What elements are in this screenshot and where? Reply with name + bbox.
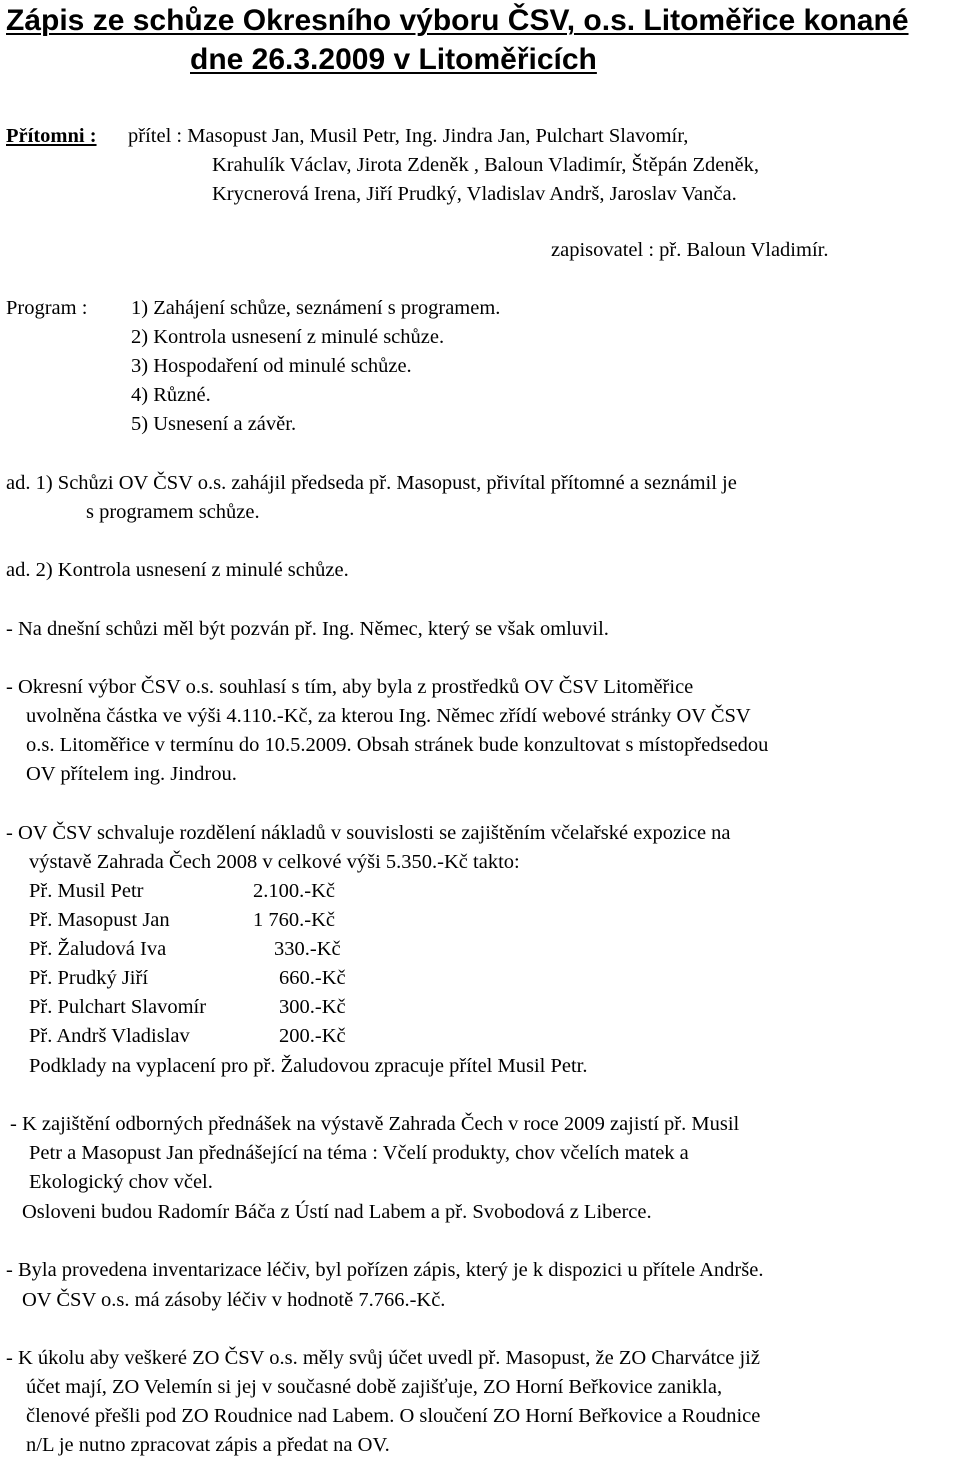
attendance-line: Krahulík Václav, Jirota Zdeněk , Baloun Vladimír, Štěpán Zdeněk,	[212, 154, 760, 176]
ad2-paragraph-3-line: - OV ČSV schvaluje rozdělení nákladů v souvislosti se zajištěním včelařské expozice na	[6, 822, 731, 844]
title-line-1: Zápis ze schůze Okresního výboru ČSV, o.s. Litoměřice konané	[6, 4, 909, 37]
recorder: zapisovatel : př. Baloun Vladimír.	[551, 239, 829, 261]
payment-amount: 2.100.-Kč	[253, 880, 335, 902]
program-label: Program :	[6, 297, 88, 319]
payment-name: Př. Žaludová Iva	[29, 938, 167, 960]
payment-name: Př. Prudký Jiří	[29, 967, 149, 989]
ad2-paragraph-4-line: Ekologický chov včel.	[29, 1171, 213, 1193]
payment-amount: 200.-Kč	[279, 1025, 346, 1047]
ad2-paragraph-6-line: n/L je nutno zpracovat zápis a předat na OV.	[26, 1434, 390, 1456]
payment-name: Př. Musil Petr	[29, 880, 144, 902]
payment-name: Př. Andrš Vladislav	[29, 1025, 190, 1047]
ad2-paragraph-2-line: OV přítelem ing. Jindrou.	[26, 763, 237, 785]
payment-amount: 1 760.-Kč	[253, 909, 335, 931]
ad2-paragraph-5-line: - Byla provedena inventarizace léčiv, byl pořízen zápis, který je k dispozici u přítele Andrše.	[6, 1259, 764, 1281]
ad2-paragraph-6-line: účet mají, ZO Velemín si jej v současné době zajišťuje, ZO Horní Beřkovice zanikla,	[26, 1376, 723, 1398]
payment-amount: 660.-Kč	[279, 967, 346, 989]
payment-name: Př. Pulchart Slavomír	[29, 996, 207, 1018]
attendance-label: Přítomni :	[6, 125, 97, 147]
payment-amount: 300.-Kč	[279, 996, 346, 1018]
ad2-paragraph-2-line: o.s. Litoměřice v termínu do 10.5.2009. Obsah stránek bude konzultovat s místopředsedou	[26, 734, 769, 756]
program-item: 2) Kontrola usnesení z minulé schůze.	[131, 326, 445, 348]
payments-note: Podklady na vyplacení pro př. Žaludovou zpracuje přítel Musil Petr.	[29, 1055, 588, 1077]
payment-name: Př. Masopust Jan	[29, 909, 170, 931]
ad2-paragraph-4-line: Osloveni budou Radomír Báča z Ústí nad Labem a př. Svobodová z Liberce.	[22, 1201, 652, 1223]
ad1-line-2: s programem schůze.	[86, 501, 260, 523]
ad2-paragraph-4-line: Petr a Masopust Jan přednášející na téma : Včelí produkty, chov včelích matek a	[29, 1142, 689, 1164]
program-item: 1) Zahájení schůze, seznámení s programem.	[131, 297, 501, 319]
attendance-line: Krycnerová Irena, Jiří Prudký, Vladislav Andrš, Jaroslav Vanča.	[212, 183, 737, 205]
ad2-paragraph-3-line: výstavě Zahrada Čech 2008 v celkové výši 5.350.-Kč takto:	[29, 851, 520, 873]
ad1-line-1: ad. 1) Schůzi OV ČSV o.s. zahájil předseda př. Masopust, přivítal přítomné a seznámil je	[6, 472, 737, 494]
program-item: 5) Usnesení a závěr.	[131, 413, 297, 435]
ad2-paragraph-4-line: - K zajištění odborných přednášek na výstavě Zahrada Čech v roce 2009 zajistí př. Musil	[10, 1113, 740, 1135]
ad2-paragraph-2-line: - Okresní výbor ČSV o.s. souhlasí s tím, aby byla z prostředků OV ČSV Litoměřice	[6, 676, 694, 698]
ad2-paragraph-6-line: - K úkolu aby veškeré ZO ČSV o.s. měly svůj účet uvedl př. Masopust, že ZO Charvátce již	[6, 1347, 760, 1369]
payment-amount: 330.-Kč	[274, 938, 341, 960]
ad2-paragraph-2-line: uvolněna částka ve výši 4.110.-Kč, za kterou Ing. Němec zřídí webové stránky OV ČSV	[26, 705, 751, 727]
ad2-heading: ad. 2) Kontrola usnesení z minulé schůze.	[6, 559, 349, 581]
attendance-line: přítel : Masopust Jan, Musil Petr, Ing. Jindra Jan, Pulchart Slavomír,	[128, 125, 689, 147]
ad2-paragraph-6-line: členové přešli pod ZO Roudnice nad Labem. O sloučení ZO Horní Beřkovice a Roudnice	[26, 1405, 761, 1427]
ad2-paragraph-1: - Na dnešní schůzi měl být pozván př. Ing. Němec, který se však omluvil.	[6, 618, 609, 640]
title-line-2: dne 26.3.2009 v Litoměřicích	[190, 43, 597, 76]
program-item: 4) Různé.	[131, 384, 211, 406]
ad2-paragraph-5-line: OV ČSV o.s. má zásoby léčiv v hodnotě 7.766.-Kč.	[22, 1289, 446, 1311]
program-item: 3) Hospodaření od minulé schůze.	[131, 355, 412, 377]
